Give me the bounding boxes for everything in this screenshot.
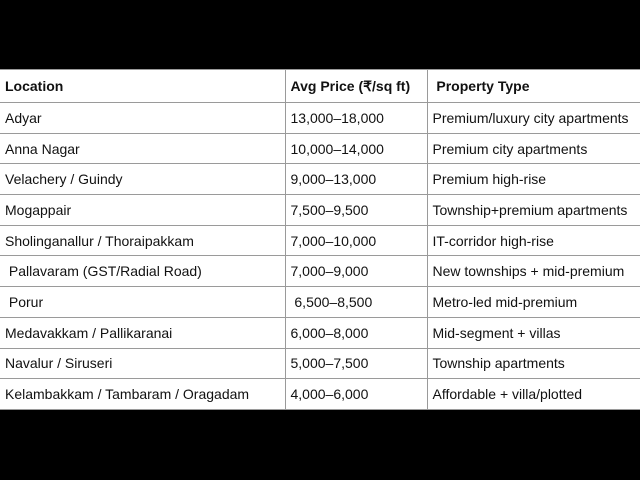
location-cell: Kelambakkam / Tambaram / Oragadam: [0, 379, 285, 410]
location-cell: Velachery / Guindy: [0, 164, 285, 195]
price-cell: 7,500–9,500: [285, 195, 427, 226]
location-cell: Sholinganallur / Thoraipakkam: [0, 225, 285, 256]
location-cell: Adyar: [0, 103, 285, 134]
price-cell: 6,500–8,500: [285, 287, 427, 318]
price-cell: 13,000–18,000: [285, 103, 427, 134]
location-cell: Anna Nagar: [0, 133, 285, 164]
property-type-cell: Township apartments: [427, 348, 640, 379]
property-type-cell: Premium high-rise: [427, 164, 640, 195]
table-header-row: [0, 70, 640, 103]
location-cell: Medavakkam / Pallikaranai: [0, 317, 285, 348]
table-row: [0, 133, 640, 164]
price-table-container: [0, 69, 640, 410]
price-cell: 9,000–13,000: [285, 164, 427, 195]
table-row: [0, 225, 640, 256]
table-row: [0, 256, 640, 287]
table-row: [0, 195, 640, 226]
property-type-cell: Premium city apartments: [427, 133, 640, 164]
location-cell: Navalur / Siruseri: [0, 348, 285, 379]
price-table: [0, 69, 640, 410]
column-header-avg-price: Avg Price (₹/sq ft): [285, 70, 427, 103]
table-row: [0, 164, 640, 195]
price-cell: 7,000–9,000: [285, 256, 427, 287]
price-cell: 6,000–8,000: [285, 317, 427, 348]
property-type-cell: New townships + mid-premium: [427, 256, 640, 287]
property-type-cell: Premium/luxury city apartments: [427, 103, 640, 134]
table-row: [0, 317, 640, 348]
location-cell: Porur: [0, 287, 285, 318]
price-cell: 7,000–10,000: [285, 225, 427, 256]
table-row: [0, 287, 640, 318]
location-cell: Mogappair: [0, 195, 285, 226]
column-header-location: Location: [0, 70, 285, 103]
property-type-cell: Township+premium apartments: [427, 195, 640, 226]
price-cell: 5,000–7,500: [285, 348, 427, 379]
property-type-cell: Metro-led mid-premium: [427, 287, 640, 318]
table-row: [0, 379, 640, 410]
table-row: [0, 103, 640, 134]
table-row: [0, 348, 640, 379]
property-type-cell: IT-corridor high-rise: [427, 225, 640, 256]
price-cell: 4,000–6,000: [285, 379, 427, 410]
column-header-property-type: Property Type: [427, 70, 640, 103]
location-cell: Pallavaram (GST/Radial Road): [0, 256, 285, 287]
price-cell: 10,000–14,000: [285, 133, 427, 164]
property-type-cell: Affordable + villa/plotted: [427, 379, 640, 410]
property-type-cell: Mid-segment + villas: [427, 317, 640, 348]
